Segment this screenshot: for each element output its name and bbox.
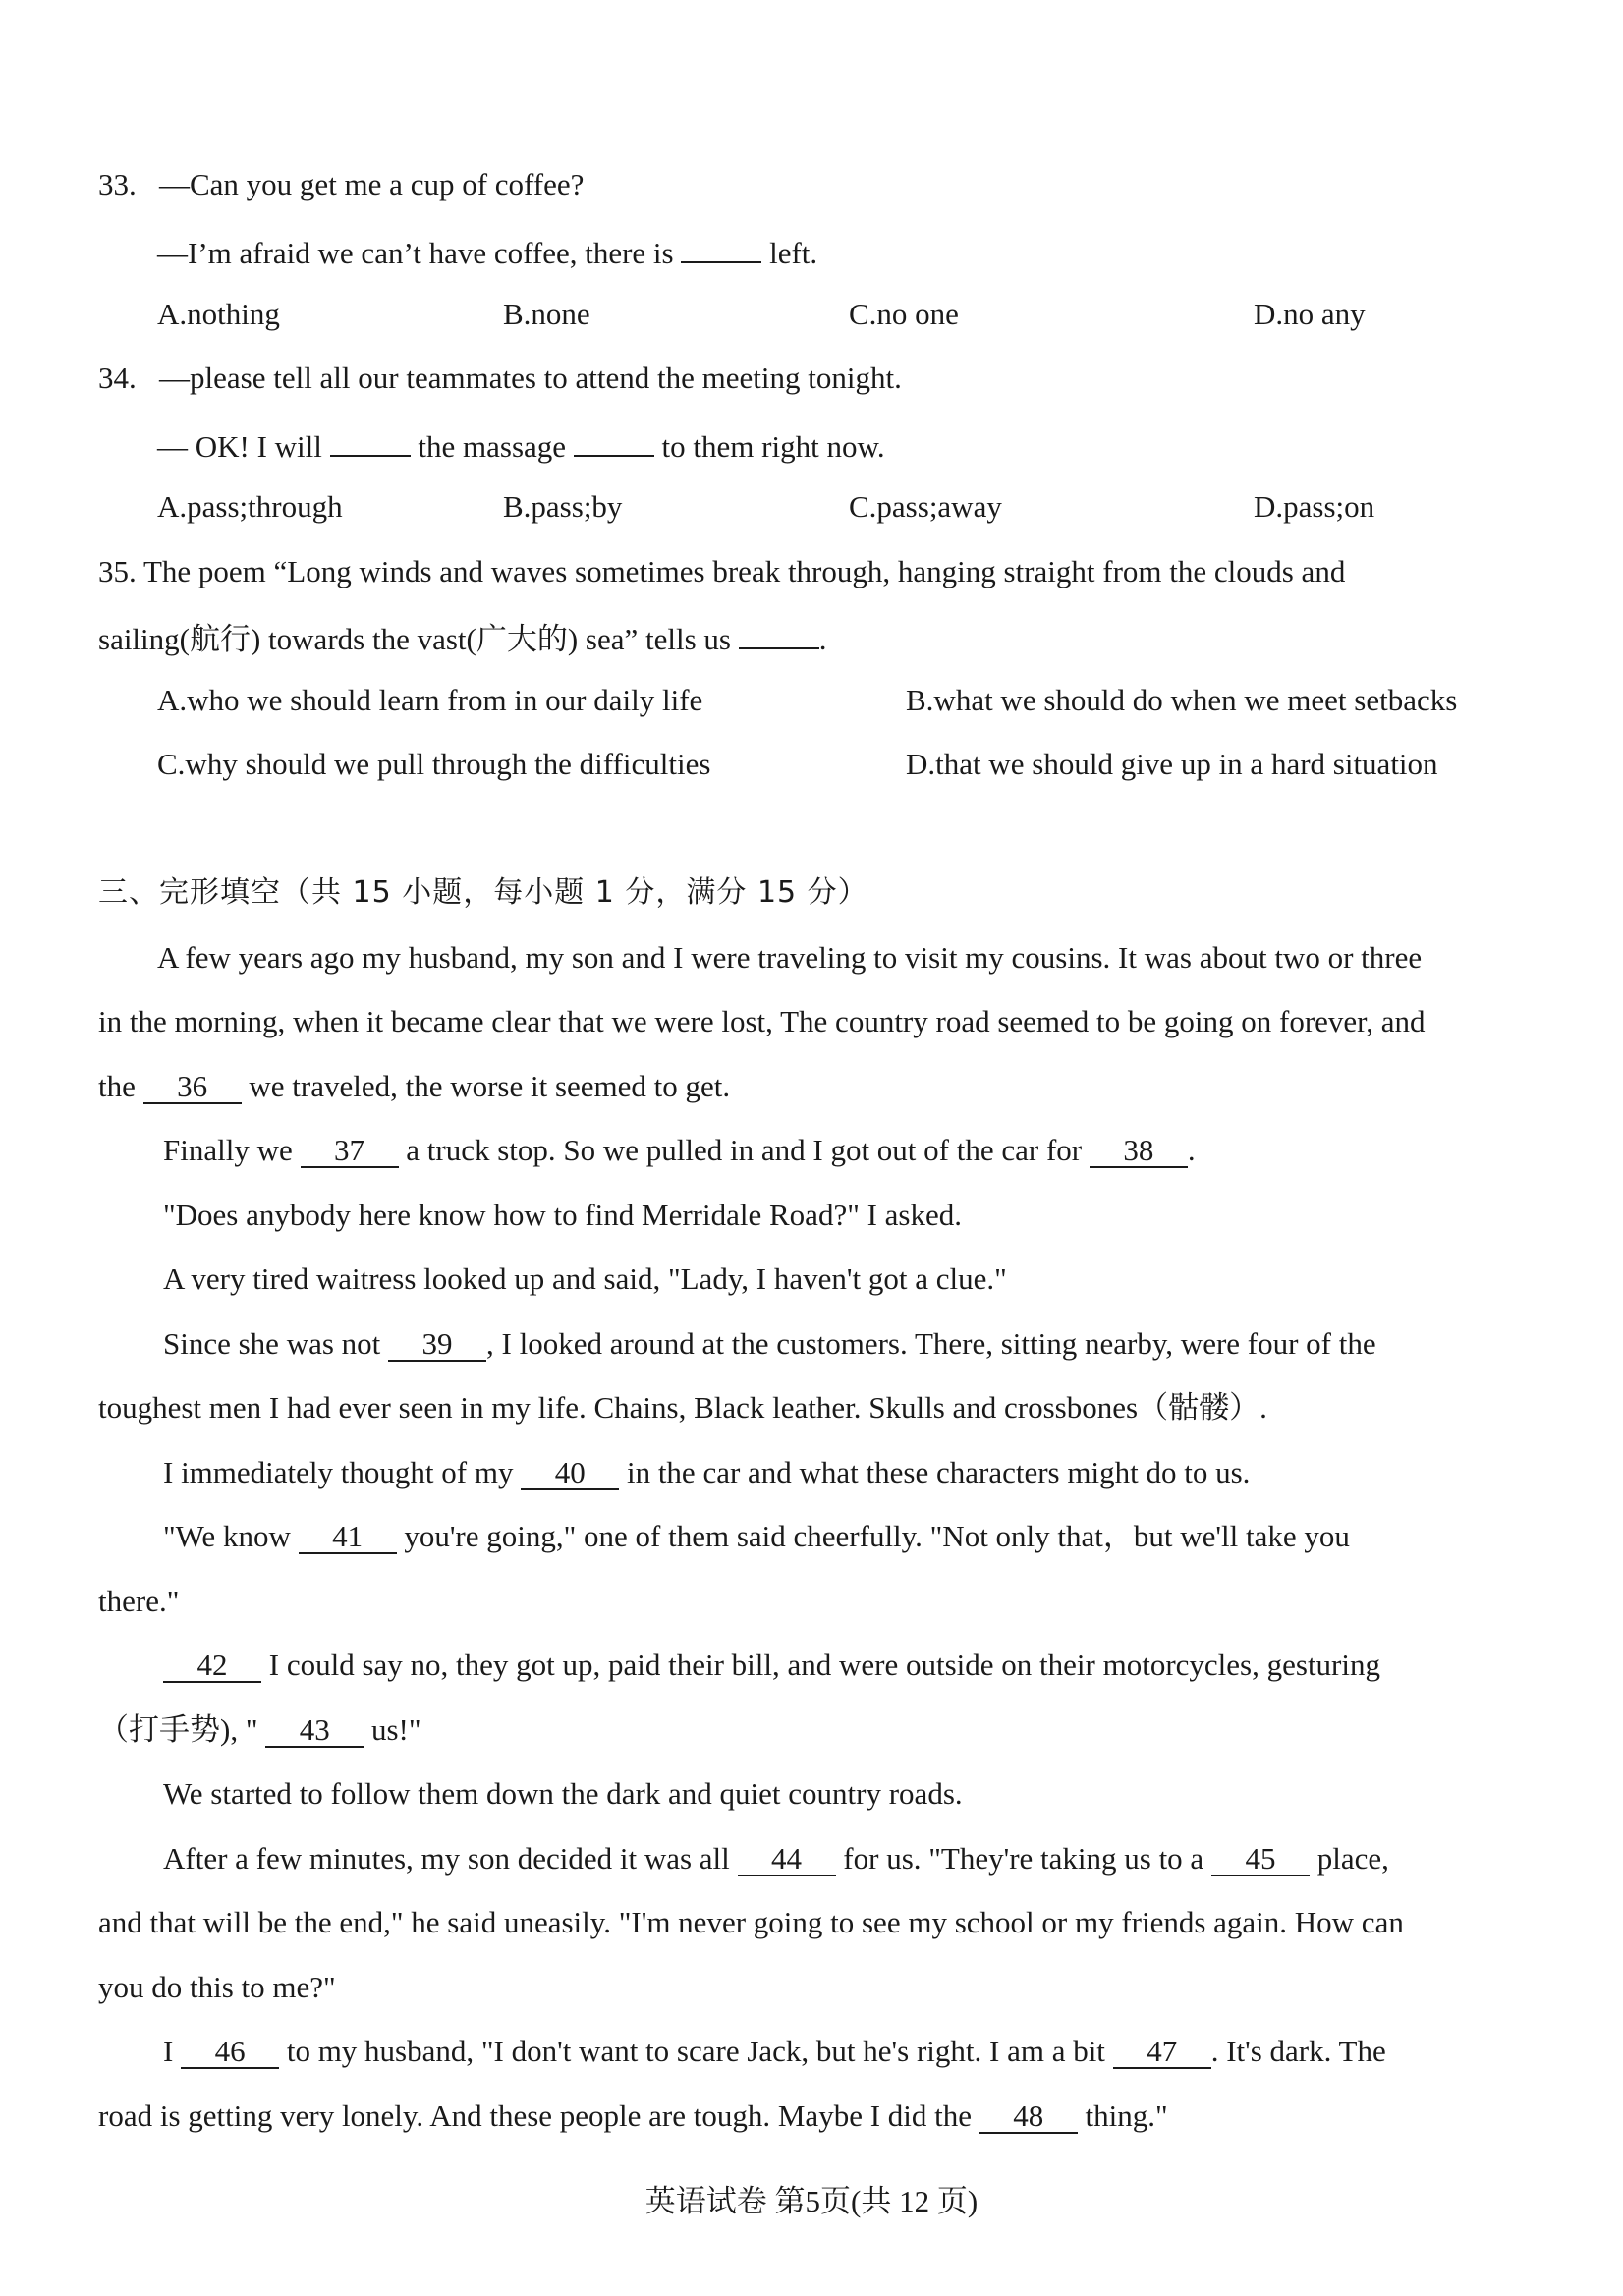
passage-line: in the morning, when it became clear that we were lost, The country road seemed to be going on forever, and [98, 1004, 1426, 1038]
blank-48[interactable]: 48 [979, 2100, 1078, 2134]
passage-line: Since she was not 39 , I looked around at the customers. There, sitting nearby, were four of the [163, 1326, 1376, 1361]
passage-line: We started to follow them down the dark and quiet country roads. [163, 1776, 963, 1811]
option-d[interactable]: D.pass;on [1254, 489, 1375, 524]
passage-line: Finally we 37 a truck stop. So we pulled in and I got out of the car for 38 . [163, 1133, 1196, 1167]
passage-line: "Does anybody here know how to find Merridale Road?" I asked. [163, 1198, 963, 1232]
option-c[interactable]: C.why should we pull through the difficulties [157, 747, 711, 781]
option-b[interactable]: B.none [503, 297, 590, 331]
question-33-stem: 33. —Can you get me a cup of coffee? [98, 165, 584, 204]
passage-line: I 46 to my husband, "I don't want to scare Jack, but he's right. I am a bit 47 . It's dark. The [163, 2034, 1386, 2068]
passage-line: 42 I could say no, they got up, paid their bill, and were outside on their motorcycles, gesturing [163, 1646, 1380, 1685]
passage-line: and that will be the end," he said uneasily. "I'm never going to see my school or my friends again. How can [98, 1905, 1404, 1939]
passage-line: After a few minutes, my son decided it was all 44 for us. "They're taking us to a 45 place, [163, 1841, 1389, 1876]
blank-39[interactable]: 39 [388, 1328, 486, 1362]
question-33-line2: —I’m afraid we can’t have coffee, there is left. [157, 230, 817, 273]
question-number: 34. [98, 361, 137, 395]
option-a[interactable]: A.who we should learn from in our daily life [157, 683, 703, 717]
passage-line: you do this to me?" [98, 1970, 336, 2004]
question-34-line2: — OK! I will the massage to them right now. [157, 423, 885, 467]
passage-line: road is getting very lonely. And these people are tough. Maybe I did the 48 thing." [98, 2099, 1168, 2133]
question-35-stem: 35. The poem “Long winds and waves sometimes break through, hanging straight from the clouds and [98, 554, 1346, 588]
section-title: 三、完形填空（共 15 小题，每小题 1 分，满分 15 分） [98, 875, 868, 910]
passage-line: the 36 we traveled, the worse it seemed to get. [98, 1069, 731, 1103]
answer-blank[interactable] [681, 230, 761, 263]
passage-line: "We know 41 you're going," one of them said cheerfully. "Not only that，but we'll take you [163, 1519, 1350, 1553]
blank-40[interactable]: 40 [521, 1457, 619, 1490]
option-a[interactable]: A.nothing [157, 297, 280, 331]
blank-45[interactable]: 45 [1211, 1843, 1310, 1876]
question-number: 33. [98, 167, 137, 201]
answer-blank[interactable] [739, 616, 819, 649]
question-34-stem: 34. —please tell all our teammates to attend the meeting tonight. [98, 359, 902, 398]
answer-blank[interactable] [574, 423, 654, 457]
option-b[interactable]: B.pass;by [503, 489, 623, 524]
passage-line: there." [98, 1584, 180, 1618]
blank-42[interactable]: 42 [163, 1650, 261, 1683]
option-c[interactable]: C.pass;away [849, 489, 1002, 524]
blank-37[interactable]: 37 [301, 1135, 399, 1168]
passage-line: toughest men I had ever seen in my life. Chains, Black leather. Skulls and crossbones（骷髅）. [98, 1390, 1267, 1425]
blank-46[interactable]: 46 [181, 2036, 279, 2069]
question-35-line2: sailing(航行) towards the vast(广大的) sea” tells us . [98, 616, 826, 659]
blank-38[interactable]: 38 [1090, 1135, 1188, 1168]
passage-line: A very tired waitress looked up and said, "Lady, I haven't got a clue." [163, 1261, 1007, 1296]
page-footer: 英语试卷 第5页(共 12 页) [644, 2184, 979, 2218]
blank-36[interactable]: 36 [143, 1071, 242, 1104]
question-number: 35. [98, 554, 137, 588]
blank-43[interactable]: 43 [265, 1714, 364, 1748]
blank-44[interactable]: 44 [738, 1843, 836, 1876]
answer-blank[interactable] [330, 423, 411, 457]
blank-47[interactable]: 47 [1113, 2036, 1211, 2069]
option-d[interactable]: D.that we should give up in a hard situation [906, 747, 1438, 781]
passage-line: A few years ago my husband, my son and I were traveling to visit my cousins. It was about two or three [157, 940, 1423, 975]
blank-41[interactable]: 41 [299, 1521, 397, 1554]
option-a[interactable]: A.pass;through [157, 489, 343, 524]
option-d[interactable]: D.no any [1254, 297, 1366, 331]
passage-line: （打手势), " 43 us!" [98, 1712, 421, 1747]
option-b[interactable]: B.what we should do when we meet setbacks [906, 683, 1458, 717]
option-c[interactable]: C.no one [849, 297, 959, 331]
passage-line: I immediately thought of my 40 in the car and what these characters might do to us. [163, 1455, 1251, 1489]
